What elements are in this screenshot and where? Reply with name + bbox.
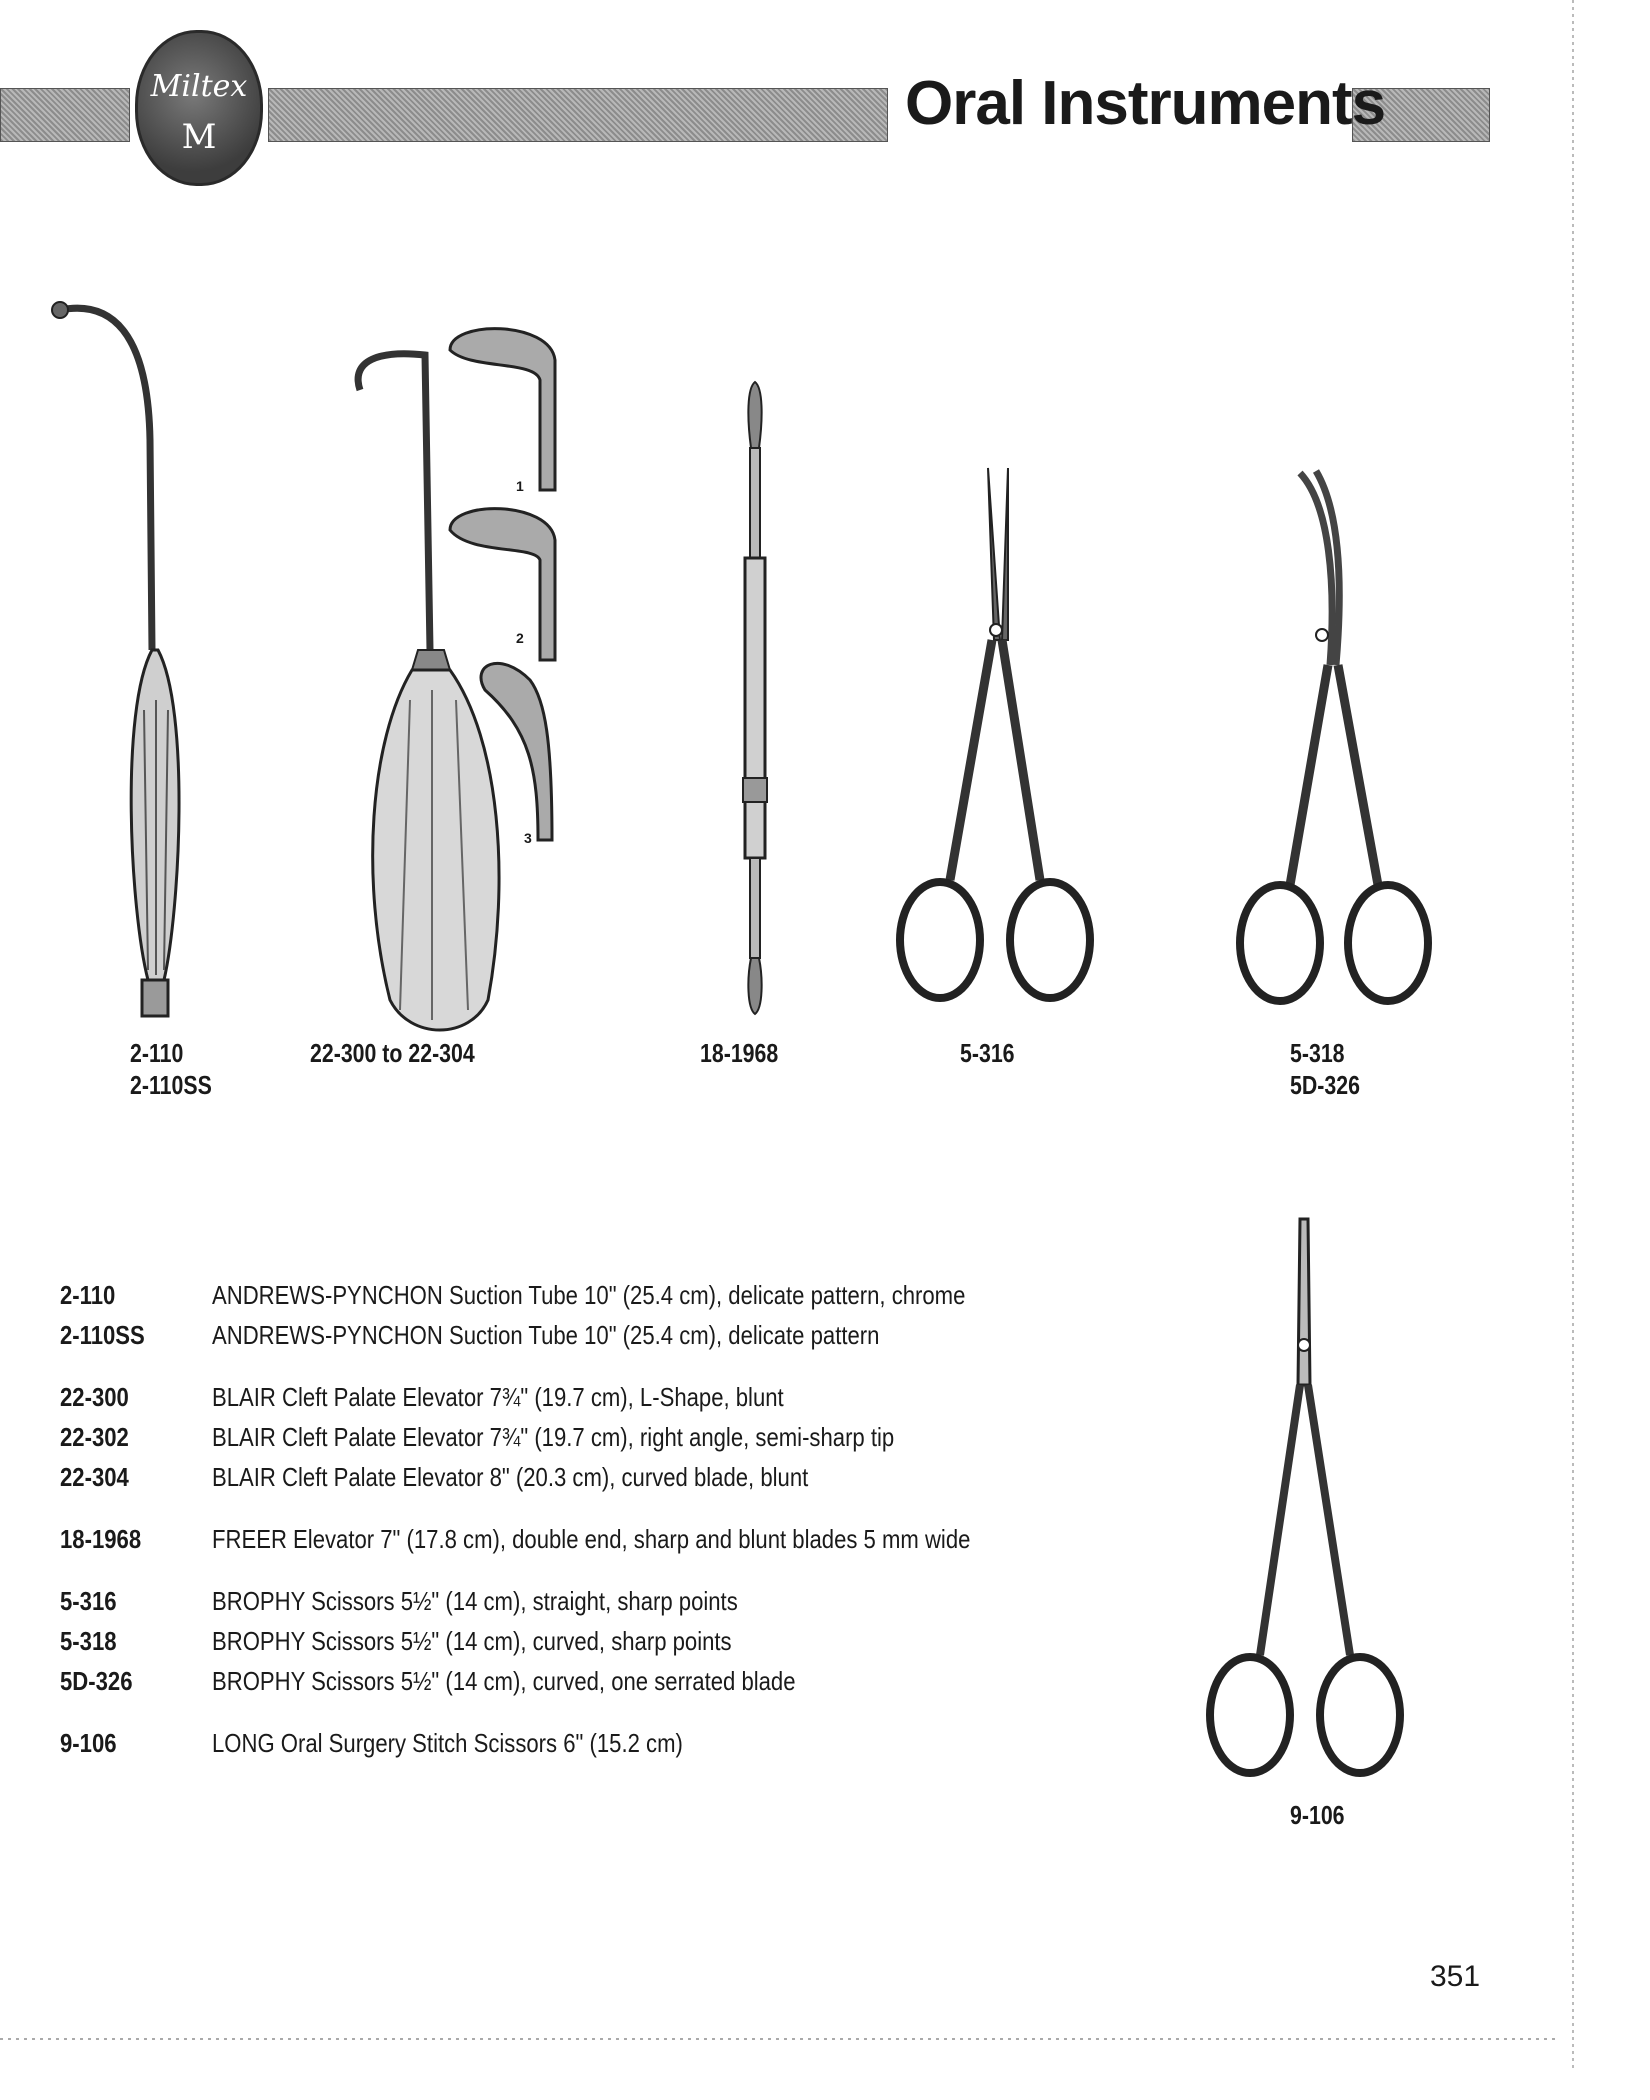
brophy-scissors-curved-illustration — [1230, 465, 1440, 1020]
figure-label-5d-326: 5D-326 — [1290, 1070, 1360, 1100]
figure-label-18-1968: 18-1968 — [700, 1038, 779, 1068]
figure-label-9-106: 9-106 — [1290, 1800, 1345, 1830]
item-code: 18-1968 — [60, 1524, 142, 1554]
item-description: ANDREWS-PYNCHON Suction Tube 10" (25.4 cm), delicate pattern, chrome — [212, 1280, 966, 1310]
item-code: 5D-326 — [60, 1666, 133, 1696]
suction-tube-illustration — [40, 290, 200, 1020]
item-description: BLAIR Cleft Palate Elevator 7¾" (19.7 cm), right angle, semi-sharp tip — [212, 1422, 895, 1452]
figure-label-5-316: 5-316 — [960, 1038, 1015, 1068]
figure-label-2-110: 2-110 — [130, 1038, 184, 1068]
header-band-middle — [268, 88, 888, 142]
brophy-scissors-straight-illustration — [890, 460, 1100, 1020]
right-scan-edge — [1572, 0, 1574, 2070]
page-title: Oral Instruments — [905, 69, 1386, 138]
item-description: LONG Oral Surgery Stitch Scissors 6" (15.2 cm) — [212, 1728, 683, 1758]
page-number: 351 — [1430, 1960, 1481, 1993]
item-code: 22-300 — [60, 1382, 129, 1412]
miltex-logo — [135, 30, 263, 186]
freer-elevator-illustration — [725, 378, 785, 1018]
item-code: 22-302 — [60, 1422, 129, 1452]
item-description: ANDREWS-PYNCHON Suction Tube 10" (25.4 cm), delicate pattern — [212, 1320, 880, 1350]
figure-label-5-318: 5-318 — [1290, 1038, 1345, 1068]
item-description: BLAIR Cleft Palate Elevator 7¾" (19.7 cm), L-Shape, blunt — [212, 1382, 784, 1412]
figure-label-2-110ss: 2-110SS — [130, 1070, 212, 1100]
header-band-left — [0, 88, 130, 142]
figure-label-22-300-to-22-304: 22-300 to 22-304 — [310, 1038, 475, 1068]
tip-number-1: 1 — [516, 478, 524, 494]
item-code: 22-304 — [60, 1462, 129, 1492]
item-code: 5-316 — [60, 1586, 117, 1616]
logo-monogram: M — [181, 117, 217, 157]
item-code: 5-318 — [60, 1626, 117, 1656]
item-description: BROPHY Scissors 5½" (14 cm), curved, sharp points — [212, 1626, 732, 1656]
tip-number-3: 3 — [524, 830, 532, 846]
item-description: BROPHY Scissors 5½" (14 cm), straight, sharp points — [212, 1586, 738, 1616]
tip-number-2: 2 — [516, 630, 524, 646]
logo-script: Miltex — [150, 69, 248, 104]
item-description: BLAIR Cleft Palate Elevator 8" (20.3 cm), curved blade, blunt — [212, 1462, 809, 1492]
bottom-scan-edge — [0, 2038, 1560, 2040]
item-description: FREER Elevator 7" (17.8 cm), double end, sharp and blunt blades 5 mm wide — [212, 1524, 971, 1554]
stitch-scissors-illustration — [1200, 1215, 1410, 1785]
item-code: 2-110SS — [60, 1320, 145, 1350]
item-description: BROPHY Scissors 5½" (14 cm), curved, one serrated blade — [212, 1666, 796, 1696]
item-code: 9-106 — [60, 1728, 117, 1758]
item-code: 2-110 — [60, 1280, 116, 1310]
cleft-palate-elevator-illustration — [340, 320, 600, 1040]
